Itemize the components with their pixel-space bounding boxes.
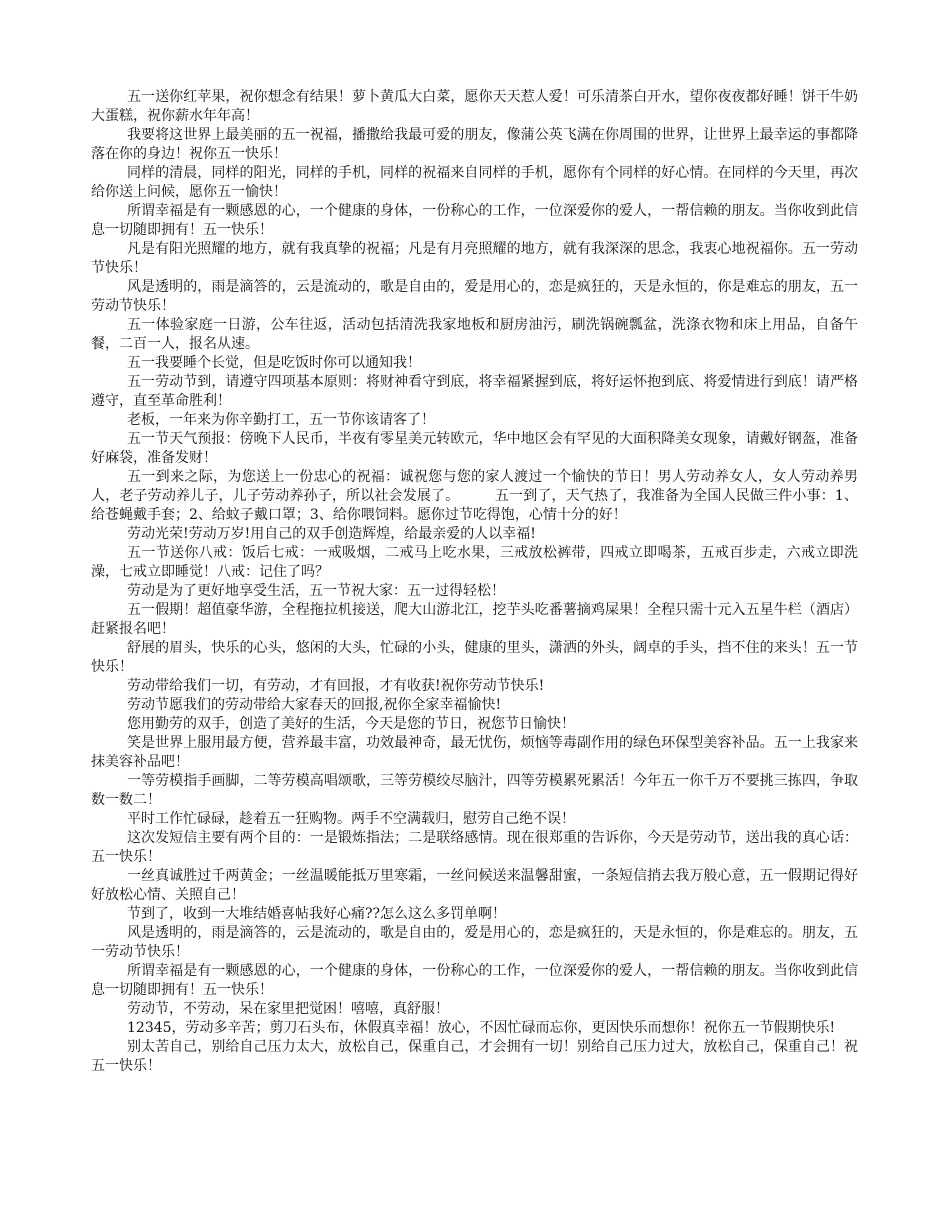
paragraph: 五一节送你八戒：饭后七戒：一戒吸烟，二戒马上吃水果，三戒放松裤带，四戒立即喝茶，五戒百步走，六戒立即洗澡，七戒立即睡觉！八戒：记住了吗？ — [91, 545, 858, 580]
paragraph: 一等劳模指手画脚，二等劳模高唱颂歌，三等劳模绞尽脑汁，四等劳模累死累活！今年五一你千万不要挑三拣四，争取数一数二！ — [91, 773, 858, 808]
paragraph: 风是透明的，雨是滴答的，云是流动的，歌是自由的，爱是用心的，恋是疯狂的，天是永恒的，你是难忘的。朋友，五一劳动节快乐！ — [91, 925, 858, 960]
paragraph: 您用勤劳的双手，创造了美好的生活，今天是您的节日，祝您节日愉快！ — [127, 716, 575, 732]
paragraph: 老板，一年来为你辛勤打工，五一节你该请客了！ — [127, 412, 435, 428]
paragraph: 节到了，收到一大堆结婚喜帖我好心痛??怎么这么多罚单啊！ — [127, 906, 507, 922]
paragraph: 这次发短信主要有两个目的：一是锻炼指法；二是联络感情。现在很郑重的告诉你，今天是劳动节，送出我的真心话：五一快乐！ — [91, 830, 858, 865]
paragraph: 五一劳动节到，请遵守四项基本原则：将财神看守到底，将幸福紧握到底，将好运怀抱到底、将爱情进行到底！请严格遵守，直至革命胜利！ — [91, 374, 858, 409]
paragraph: 五一到来之际，为您送上一份忠心的祝福：诚祝您与您的家人渡过一个愉快的节日！男人劳动养女人，女人劳动养男人，老子劳动养儿子，儿子劳动养孙子，所以社会发展了。 五一到了，天气热了，我准备为全国人民做三件小事：1、给苍蝇戴手套；2、给蚊子戴口罩；3、给你喂饲料。愿你过节吃得饱，心情十分的好！ — [91, 469, 858, 523]
paragraph: 五一我要睡个长觉，但是吃饭时你可以通知我！ — [127, 355, 421, 371]
paragraph: 平时工作忙碌碌，趁着五一狂购物。两手不空满载归，慰劳自己绝不误！ — [127, 811, 575, 827]
document-body — [91, 88, 858, 1076]
paragraph: 劳动节愿我们的劳动带给大家春天的回报,祝你全家幸福愉快! — [127, 697, 502, 713]
paragraph: 五一送你红苹果，祝你想念有结果！萝卜黄瓜大白菜，愿你天天惹人爱！可乐清茶白开水，望你夜夜都好睡！饼干牛奶大蛋糕，祝你薪水年年高！ — [91, 89, 858, 124]
paragraph: 劳动带给我们一切，有劳动，才有回报，才有收获!祝你劳动节快乐! — [127, 678, 545, 694]
paragraph: 劳动是为了更好地享受生活，五一节祝大家：五一过得轻松！ — [127, 583, 505, 599]
paragraph: 笑是世界上服用最方便，营养最丰富，功效最神奇，最无忧伤，烦恼等毒副作用的绿色环保型美容补品。五一上我家来抹美容补品吧！ — [91, 735, 858, 770]
paragraph: 同样的清晨，同样的阳光，同样的手机，同样的祝福来自同样的手机，愿你有个同样的好心情。在同样的今天里，再次给你送上问候，愿你五一愉快！ — [91, 165, 858, 200]
paragraph: 所谓幸福是有一颗感恩的心，一个健康的身体，一份称心的工作，一位深爱你的爱人，一帮信赖的朋友。当你收到此信息一切随即拥有！五一快乐！ — [91, 963, 858, 998]
paragraph: 12345，劳动多辛苦；剪刀石头布，休假真幸福！放心，不因忙碌而忘你，更因快乐而想你！祝你五一节假期快乐! — [127, 1020, 836, 1036]
paragraph: 一丝真诚胜过千两黄金；一丝温暖能抵万里寒霜，一丝问候送来温馨甜蜜，一条短信捎去我万般心意，五一假期记得好好放松心情、关照自己！ — [91, 868, 858, 903]
paragraph: 所谓幸福是有一颗感恩的心，一个健康的身体，一份称心的工作，一位深爱你的爱人，一帮信赖的朋友。当你收到此信息一切随即拥有！五一快乐！ — [91, 203, 858, 238]
paragraph: 舒展的眉头，快乐的心头，悠闲的大头，忙碌的小头，健康的里头，潇洒的外头，阔卓的手头，挡不住的来头！五一节快乐！ — [91, 640, 858, 675]
paragraph: 五一假期！超值豪华游，全程拖拉机接送，爬大山游北江，挖芋头吃番薯摘鸡屎果！全程只需十元入五星牛栏（酒店）赶紧报名吧！ — [91, 602, 858, 637]
paragraph: 五一体验家庭一日游，公车往返，活动包括清洗我家地板和厨房油污，刷洗锅碗瓢盆，洗涤衣物和床上用品，自备午餐，二百一人，报名从速。 — [91, 317, 858, 352]
paragraph: 别太苦自己，别给自己压力太大，放松自己，保重自己，才会拥有一切！别给自己压力过大，放松自己，保重自己！祝五一快乐！ — [91, 1039, 858, 1074]
paragraph: 五一节天气预报：傍晚下人民币，半夜有零星美元转欧元，华中地区会有罕见的大面积降美女现象，请戴好钢盔，准备好麻袋，准备发财！ — [91, 431, 858, 466]
paragraph: 劳动光荣!劳动万岁!用自己的双手创造辉煌，给最亲爱的人以幸福! — [127, 526, 536, 542]
paragraph: 劳动节，不劳动，呆在家里把觉困！嘻嘻，真舒服！ — [127, 1001, 449, 1017]
paragraph: 凡是有阳光照耀的地方，就有我真挚的祝福；凡是有月亮照耀的地方，就有我深深的思念，我衷心地祝福你。五一劳动节快乐！ — [91, 241, 858, 276]
paragraph: 我要将这世界上最美丽的五一祝福，播撒给我最可爱的朋友，像蒲公英飞满在你周围的世界，让世界上最幸运的事都降落在你的身边！祝你五一快乐！ — [91, 127, 858, 162]
paragraph: 风是透明的，雨是滴答的，云是流动的，歌是自由的，爱是用心的，恋是疯狂的，天是永恒的，你是难忘的朋友，五一劳动节快乐！ — [91, 279, 858, 314]
